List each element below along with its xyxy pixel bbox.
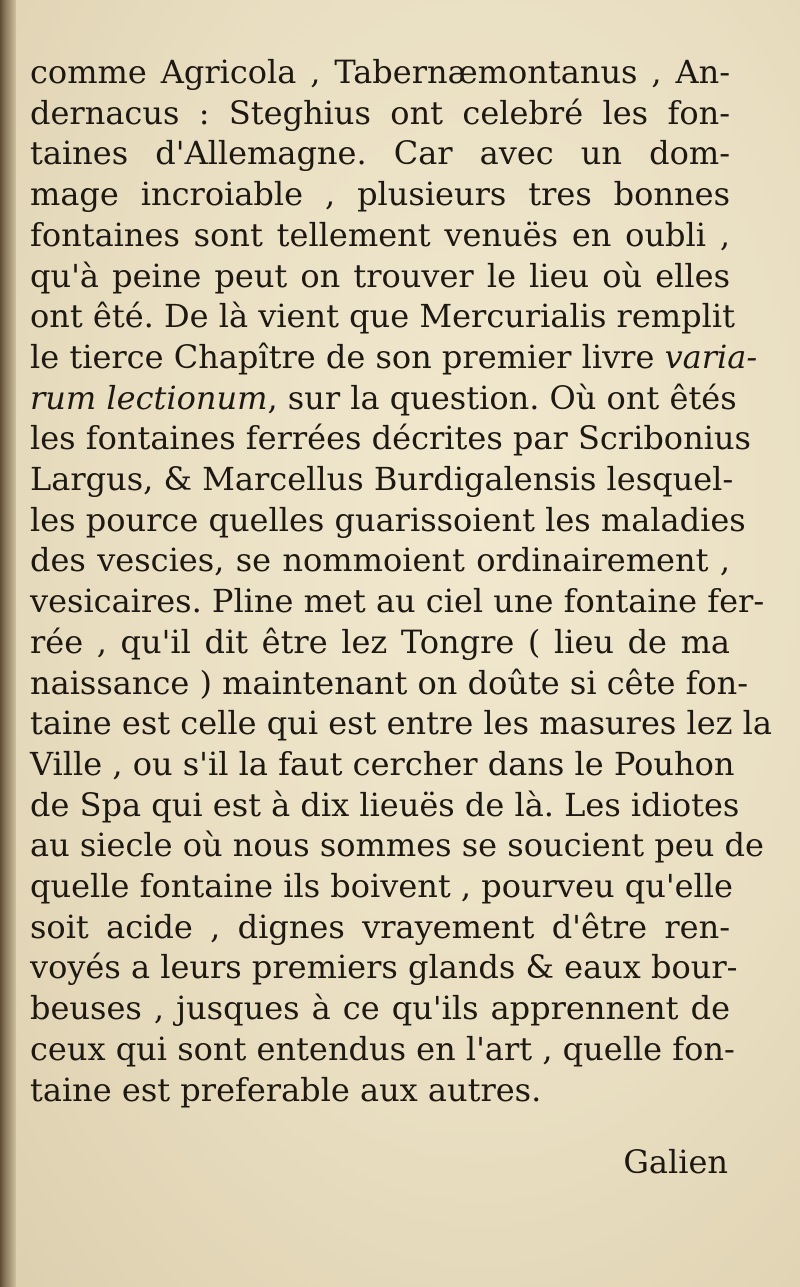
text-line: voyés a leurs premiers glands & eaux bour-	[30, 948, 738, 987]
text-line: taines d'Allemagne. Car avec un dom-	[30, 134, 730, 173]
text-line: naissance ) maintenant on doûte si cête fon-	[30, 663, 749, 702]
text-line: ont êté. De là vient que Mercurialis remplit	[30, 297, 735, 336]
page-gutter-shadow	[0, 0, 16, 1287]
text-line: qu'à peine peut on trouver le lieu où elles	[30, 256, 730, 295]
latin-title-fragment: rum lectionum	[30, 378, 268, 417]
text-line: de Spa qui est à dix lieuës de là. Les idiotes	[30, 785, 740, 824]
text-line: taine est celle qui est entre les masures lez la	[30, 704, 772, 743]
text-line: les fontaines ferrées décrites par Scribonius	[30, 419, 751, 458]
text-line: des vescies, se nommoient ordinairement ,	[30, 541, 730, 580]
text-line: quelle fontaine ils boivent , pourveu qu'elle	[30, 867, 733, 906]
latin-title-fragment: varia-	[664, 337, 758, 376]
text-line: beuses , jusques à ce qu'ils apprennent de	[30, 989, 730, 1028]
text-line: fontaines sont tellement venuës en oubli ,	[30, 215, 730, 254]
text-line: rée , qu'il dit être lez Tongre ( lieu de ma	[30, 622, 730, 661]
text-line: ceux qui sont entendus en l'art , quelle fon-	[30, 1029, 735, 1068]
text-line: vesicaires. Pline met au ciel une fontaine fer-	[30, 582, 765, 621]
text-line: soit acide , dignes vrayement d'être ren-	[30, 907, 730, 946]
text-line: Ville , ou s'il la faut cercher dans le Pouhon	[30, 744, 735, 783]
body-text	[30, 52, 772, 1110]
text-line: rum lectionum, sur la question. Où ont êtés	[30, 378, 737, 417]
text-line: taine est preferable aux autres.	[30, 1070, 542, 1109]
text-line: les pource quelles guarissoient les maladies	[30, 500, 746, 539]
text-line: mage incroiable , plusieurs tres bonnes	[30, 175, 730, 214]
text-line: au siecle où nous sommes se soucient peu de	[30, 826, 764, 865]
text-line: Largus, & Marcellus Burdigalensis lesquel-	[30, 460, 734, 499]
text-line: dernacus : Steghius ont celebré les fon-	[30, 93, 730, 132]
text-line: comme Agricola , Tabernæmontanus , An-	[30, 53, 730, 91]
text-line: le tierce Chapître de son premier livre varia-	[30, 337, 758, 376]
catchword: Galien	[623, 1143, 728, 1181]
